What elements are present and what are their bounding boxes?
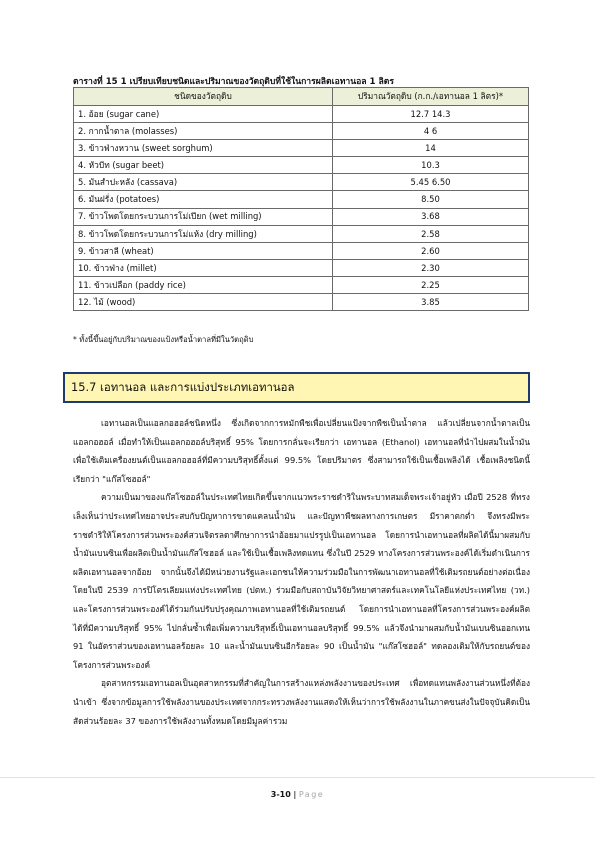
material-cell: 1. อ้อย (sugar cane) — [74, 106, 333, 123]
material-cell: 7. ข้าวโพดโดยกระบวนการโม่เปียก (wet milling) — [74, 208, 333, 225]
page-footer — [0, 790, 595, 799]
paragraph: เอทานอลเป็นแอลกอฮอล์ชนิดหนึ่ง ซึ่งเกิดจากการหมักพืชเพื่อเปลี่ยนแป้งจากพืชเป็นน้ำตาล แล้วเปลี่ยนจากน้ำตาลเป็นแอลกอฮอล์ เมื่อทำให้เป็นแอลกอฮอล์บริสุทธิ์ 95% โดยการกลั่นจะเรียกว่า เอทานอล (Ethanol) เอทานอลที่นำไปผสมในน้ำมันเพื่อใช้เติมเครื่องยนต์เป็นแอลกอฮอล์ที่มีความบริสุทธิ์ตั้งแต่ 99.5% โดยปริมาตร ซึ่งสามารถใช้เป็นเชื้อเพลิงได้ เชื้อเพลิงชนิดนี้เรียกว่า "แก๊สโซฮอล์" — [73, 418, 530, 484]
table-row — [74, 174, 529, 191]
section-title: 15.7 เอทานอล และการแบ่งประเภทเอทานอล — [71, 379, 295, 394]
table-row — [74, 157, 529, 174]
material-cell: 3. ข้าวฟ่างหวาน (sweet sorghum) — [74, 140, 333, 157]
quantity-cell: 3.68 — [333, 208, 529, 225]
table-row — [74, 123, 529, 140]
paragraph: ความเป็นมาของแก๊สโซฮอล์ในประเทศไทยเกิดขึ้นจากแนวพระราชดำริในพระบาทสมเด็จพระเจ้าอยู่หัว เมื่อปี 2528 ที่ทรงเล็งเห็นว่าประเทศไทยอาจประสบกับปัญหาการขาดแคลนน้ำมัน และปัญหาพืชผลทางการเกษตร มีราคาตกต่ำ จึงทรงมีพระราชดำริให้โครงการส่วนพระองค์สวนจิตรลดาศึกษาการนำอ้อยมาแปรรูปเป็นเอทานอล โดยการนำเอทานอลที่ผลิตได้นี้มาผสมกับน้ำมันเบนซินเพื่อผลิตเป็นน้ำมันแก๊สโซฮอล์ และใช้เป็นเชื้อเพลิงทดแทน ซึ่งในปี 2529 ทางโครงการส่วนพระองค์ได้เริ่มดำเนินการผลิตเอทานอลจากอ้อย จากนั้นจึงได้มีหน่วยงานรัฐและเอกชนให้ความร่วมมือในการพัฒนาเอทานอลที่ใช้เติมรถยนต์อย่างต่อเนื่อง โดยในปี 2539 การปิโตรเลียมแห่งประเทศไทย (ปตท.) ร่วมมือกับสถาบันวิจัยวิทยาศาสตร์และเทคโนโลยีแห่งประเทศไทย (วท.) และโครงการส่วนพระองค์ได้ร่วมกันปรับปรุงคุณภาพเอทานอลที่ใช้เติมรถยนต์ โดยการนำเอทานอลที่โครงการส่วนพระองค์ผลิตได้ที่มีความบริสุทธิ์ 95% ไปกลั่นซ้ำเพื่อเพิ่มความบริสุทธิ์เป็นเอทานอลบริสุทธิ์ 99.5% แล้วจึงนำมาผสมกับน้ำมันเบนซินออกเทน 91 ในอัตราส่วนของเอทานอลร้อยละ 10 และน้ำมันเบนซินอีกร้อยละ 90 เป็นน้ำมัน "แก๊สโซฮอล์" ทดลองเติมให้กับรถยนต์ของโครงการส่วนพระองค์ — [73, 492, 530, 670]
quantity-cell: 12.7 14.3 — [333, 106, 529, 123]
section-heading — [63, 372, 530, 403]
quantity-cell: 5.45 6.50 — [333, 174, 529, 191]
material-cell: 10. ข้าวฟ่าง (millet) — [74, 259, 333, 276]
material-cell: 8. ข้าวโพดโดยกระบวนการโม่แห้ง (dry milling) — [74, 225, 333, 242]
table-row — [74, 208, 529, 225]
table-row — [74, 294, 529, 311]
page-number: 3-10 — [270, 790, 291, 799]
table-header-row — [74, 88, 529, 106]
table-row — [74, 191, 529, 208]
quantity-cell: 4 6 — [333, 123, 529, 140]
page-label: Page — [298, 790, 325, 799]
table-row — [74, 259, 529, 276]
quantity-cell: 8.50 — [333, 191, 529, 208]
quantity-cell: 10.3 — [333, 157, 529, 174]
paragraph: อุตสาหกรรมเอทานอลเป็นอุตสาหกรรมที่สำคัญในการสร้างแหล่งพลังงานของประเทศ เพื่อทดแทนพลังงานส่วนหนึ่งที่ต้องนำเข้า ซึ่งจากข้อมูลการใช้พลังงานของประเทศจากกระทรวงพลังงานแสดงให้เห็นว่าการใช้พลังงานในภาคขนส่งในปัจจุบันคิดเป็นสัดส่วนร้อยละ 37 ของการใช้พลังงานทั้งหมดโดยมีมูลค่ารวม — [73, 678, 530, 726]
table-row — [74, 276, 529, 293]
table-row — [74, 140, 529, 157]
table-row — [74, 225, 529, 242]
column-header-quantity: ปริมาณวัตถุดิบ (ก.ก./เอทานอล 1 ลิตร)* — [333, 88, 529, 106]
column-header-material: ชนิดของวัตถุดิบ — [74, 88, 333, 106]
raw-material-table — [73, 87, 529, 311]
material-cell: 6. มันฝรั่ง (potatoes) — [74, 191, 333, 208]
material-cell: 11. ข้าวเปลือก (paddy rice) — [74, 276, 333, 293]
table-footnote: * ทั้งนี้ขึ้นอยู่กับปริมาณของแป้งหรือน้ำตาลที่มีในวัตถุดิบ — [73, 335, 254, 344]
table-row — [74, 106, 529, 123]
footer-divider — [0, 777, 595, 778]
quantity-cell: 2.30 — [333, 259, 529, 276]
quantity-cell: 14 — [333, 140, 529, 157]
footer-separator: | — [293, 790, 297, 799]
material-cell: 2. กากน้ำตาล (molasses) — [74, 123, 333, 140]
material-cell: 5. มันสำปะหลัง (cassava) — [74, 174, 333, 191]
material-cell: 4. หัวบีท (sugar beet) — [74, 157, 333, 174]
quantity-cell: 3.85 — [333, 294, 529, 311]
quantity-cell: 2.25 — [333, 276, 529, 293]
material-cell: 9. ข้าวสาลี (wheat) — [74, 242, 333, 259]
body-text — [73, 414, 530, 730]
table-caption: ตารางที่ 15 1 เปรียบเทียบชนิดและปริมาณของวัตถุดิบที่ใช้ในการผลิตเอทานอล 1 ลิตร — [73, 77, 394, 87]
material-cell: 12. ไม้ (wood) — [74, 294, 333, 311]
table-row — [74, 242, 529, 259]
quantity-cell: 2.60 — [333, 242, 529, 259]
quantity-cell: 2.58 — [333, 225, 529, 242]
